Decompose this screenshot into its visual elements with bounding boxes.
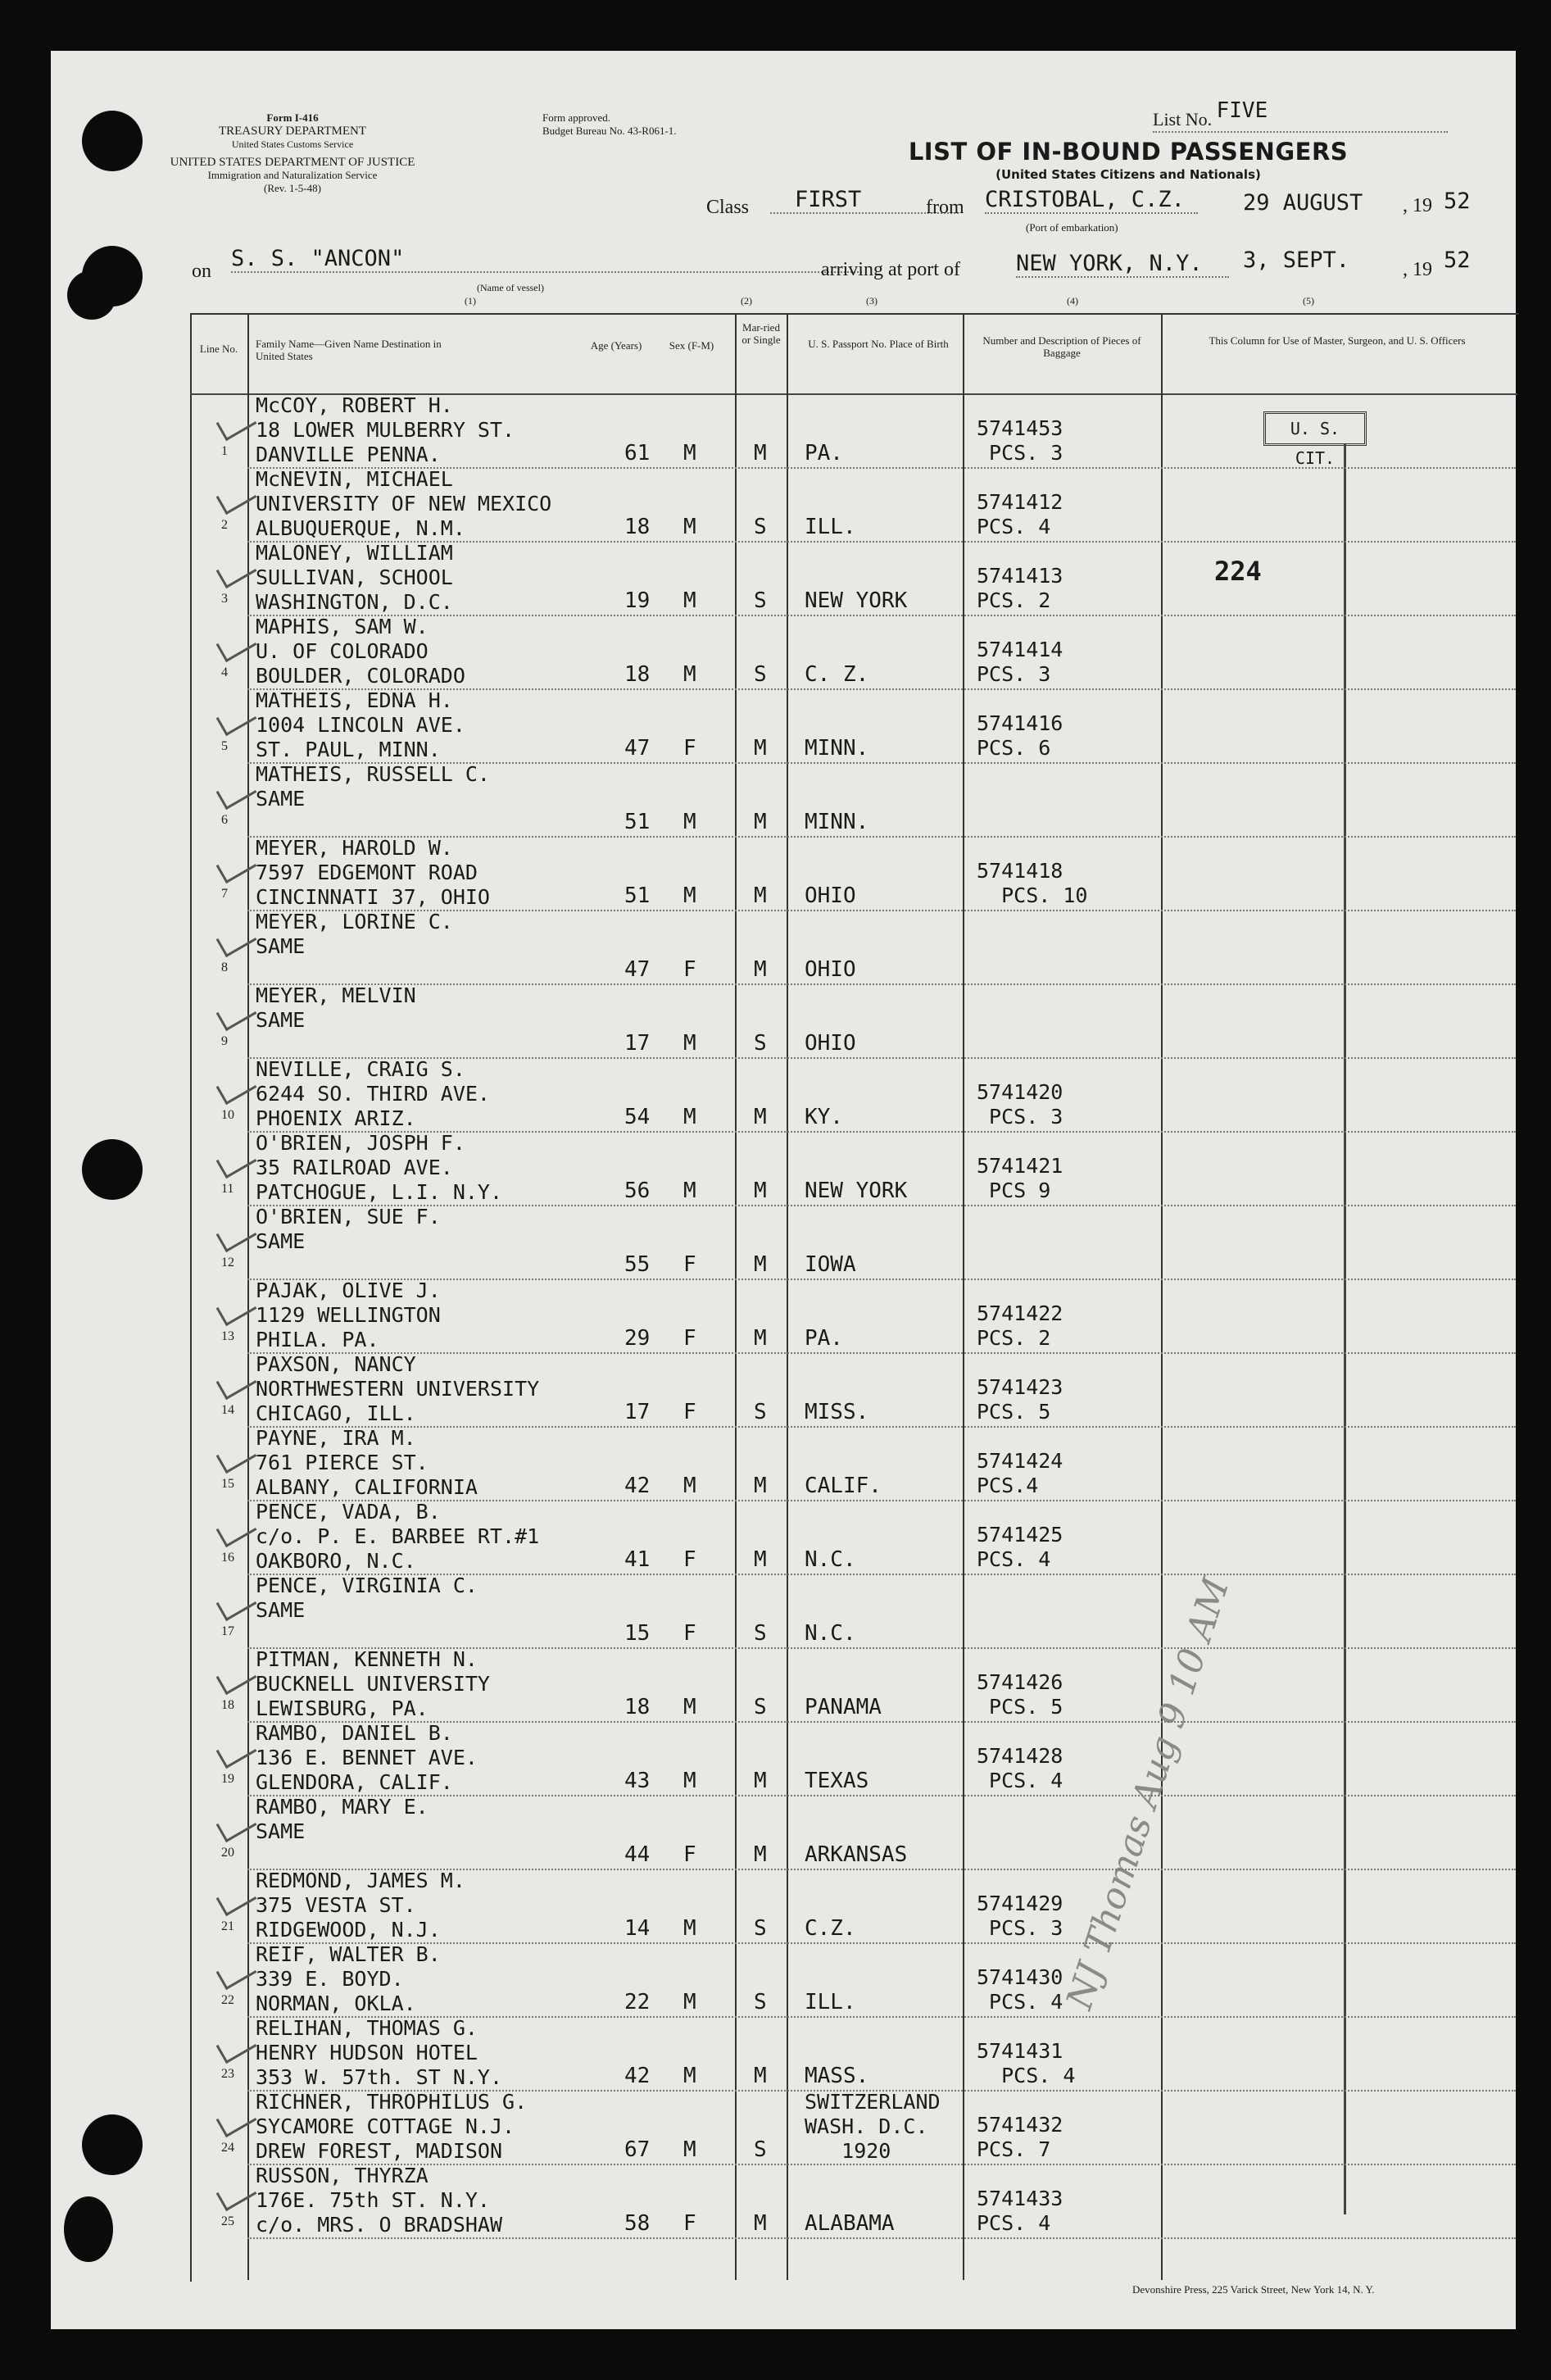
punch-hole-3	[67, 270, 116, 320]
married-single: S	[754, 1400, 767, 1424]
baggage: 5741413 PCS. 2	[977, 564, 1063, 612]
sex: M	[683, 1990, 696, 2014]
place-of-birth: NEW YORK	[805, 1179, 908, 1203]
married-single: S	[754, 662, 767, 687]
place-of-birth: ILL.	[805, 1990, 856, 2014]
tick-mark	[216, 479, 257, 515]
table-row	[51, 1575, 1516, 1649]
arrival-port: NEW YORK, N.Y.	[1016, 251, 1229, 278]
tick-mark	[216, 553, 257, 588]
place-of-birth: MINN.	[805, 810, 869, 834]
customs-service: United States Customs Service	[231, 139, 354, 150]
treasury-dept: TREASURY DEPARTMENT	[218, 125, 367, 138]
place-of-birth: SWITZERLAND WASH. D.C. 1920	[805, 2090, 941, 2163]
sex: M	[683, 2137, 696, 2162]
col-line-no: Line No.	[199, 343, 238, 355]
age: 61	[624, 441, 651, 466]
passenger-name-destination: MATHEIS, EDNA H. 1004 LINCOLN AVE. ST. PAUL, MINN.	[256, 688, 465, 761]
sex: F	[683, 1400, 696, 1424]
col-num-1: (1)	[465, 295, 476, 307]
line-number: 5	[221, 739, 228, 753]
sex: F	[683, 1326, 696, 1351]
passenger-name-destination: RAMBO, MARY E. SAME	[256, 1795, 429, 1843]
place-of-birth: N.C.	[805, 1621, 856, 1646]
passenger-name-destination: PAJAK, OLIVE J. 1129 WELLINGTON PHILA. PA.	[256, 1279, 441, 1351]
baggage: 5741432 PCS. 7	[977, 2113, 1063, 2161]
table-row	[51, 1796, 1516, 1870]
line-number: 4	[221, 665, 228, 679]
married-single: S	[754, 515, 767, 539]
baggage: 5741426 PCS. 5	[977, 1670, 1063, 1719]
approval-block	[542, 111, 780, 138]
table-row	[51, 1723, 1516, 1796]
tick-mark	[216, 1291, 257, 1326]
line-number: 3	[221, 592, 228, 606]
line-number: 15	[221, 1477, 234, 1491]
place-of-birth: PA.	[805, 441, 843, 466]
married-single: S	[754, 588, 767, 613]
us-citizen-stamp: U. S. CIT.	[1263, 411, 1367, 446]
from-value: CRISTOBAL, C.Z.	[985, 187, 1198, 214]
place-of-birth: ARKANSAS	[805, 1842, 908, 1867]
age: 18	[624, 1695, 651, 1719]
form-id-block	[178, 111, 407, 151]
passenger-name-destination: RICHNER, THROPHILUS G. SYCAMORE COTTAGE N.J. DREW FOREST, MADISON	[256, 2090, 528, 2163]
age: 18	[624, 515, 651, 539]
place-of-birth: OHIO	[805, 1031, 856, 1056]
passenger-name-destination: MALONEY, WILLIAM SULLIVAN, SCHOOL WASHINGTON, D.C.	[256, 541, 453, 614]
line-number: 10	[221, 1108, 234, 1122]
married-single: M	[754, 1842, 767, 1867]
line-number: 21	[221, 1919, 234, 1933]
married-single: S	[754, 1031, 767, 1056]
sex: M	[683, 2064, 696, 2088]
class-label: Class	[706, 197, 750, 218]
tick-mark	[216, 1143, 257, 1179]
col-num-2: (2)	[741, 295, 752, 307]
departure-date: 29 AUGUST	[1243, 190, 1363, 216]
table-row	[51, 911, 1516, 985]
tick-mark	[216, 1365, 257, 1400]
sex: M	[683, 1474, 696, 1498]
married-single: M	[754, 1326, 767, 1351]
tick-mark	[216, 1733, 257, 1769]
passenger-name-destination: McNEVIN, MICHAEL UNIVERSITY OF NEW MEXICO ALBUQUERQUE, N.M.	[256, 467, 552, 540]
baggage: 5741421 PCS 9	[977, 1154, 1063, 1202]
arrival-date: 3, SEPT.	[1243, 248, 1350, 273]
table-row	[51, 1206, 1516, 1280]
age: 51	[624, 883, 651, 908]
table-row	[51, 616, 1516, 690]
table-row	[51, 1501, 1516, 1575]
line-number: 16	[221, 1551, 234, 1565]
place-of-birth: MASS.	[805, 2064, 869, 2088]
printer-footer: Devonshire Press, 225 Varick Street, New York 14, N. Y.	[1132, 2283, 1375, 2296]
on-label: on	[192, 261, 211, 282]
list-no-value: FIVE	[1216, 98, 1268, 123]
age: 47	[624, 736, 651, 761]
arriving-label: arriving at port of	[821, 259, 960, 280]
from-label: from	[926, 197, 964, 218]
age: 51	[624, 810, 651, 834]
punch-hole-6	[64, 2196, 113, 2262]
baggage: 5741422 PCS. 2	[977, 1301, 1063, 1350]
line-number: 22	[221, 1993, 234, 2007]
place-of-birth: MISS.	[805, 1400, 869, 1424]
doj-title: UNITED STATES DEPARTMENT OF JUSTICE	[170, 156, 415, 169]
table-row	[51, 395, 1516, 469]
sex: M	[683, 810, 696, 834]
col-passport: U. S. Passport No. Place of Birth	[808, 338, 949, 350]
tick-mark	[216, 2176, 257, 2211]
married-single: S	[754, 1695, 767, 1719]
vessel-caption: (Name of vessel)	[477, 282, 544, 293]
passenger-name-destination: REDMOND, JAMES M. 375 VESTA ST. RIDGEWOOD, N.J.	[256, 1869, 465, 1942]
place-of-birth: OHIO	[805, 883, 856, 908]
sex: F	[683, 1621, 696, 1646]
tick-mark	[216, 848, 257, 883]
tick-mark	[216, 1070, 257, 1105]
age: 67	[624, 2137, 651, 2162]
place-of-birth: PANAMA	[805, 1695, 882, 1719]
married-single: M	[754, 441, 767, 466]
line-number: 24	[221, 2141, 234, 2155]
sex: M	[683, 515, 696, 539]
sex: M	[683, 1105, 696, 1129]
passenger-name-destination: O'BRIEN, SUE F. SAME	[256, 1205, 441, 1253]
place-of-birth: PA.	[805, 1326, 843, 1351]
sex: F	[683, 1842, 696, 1867]
age: 14	[624, 1916, 651, 1941]
age: 19	[624, 588, 651, 613]
age: 54	[624, 1105, 651, 1129]
sex: F	[683, 736, 696, 761]
baggage: 5741412 PCS. 4	[977, 490, 1063, 538]
passenger-name-destination: PENCE, VADA, B. c/o. P. E. BARBEE RT.#1 OAKBORO, N.C.	[256, 1500, 540, 1573]
age: 43	[624, 1769, 651, 1793]
baggage: 5741416 PCS. 6	[977, 711, 1063, 760]
age: 58	[624, 2211, 651, 2236]
place-of-birth: KY.	[805, 1105, 843, 1129]
line-number: 17	[221, 1624, 234, 1638]
baggage: 5741453 PCS. 3	[977, 416, 1063, 465]
col-age: Age (Years)	[590, 339, 642, 352]
sex: F	[683, 2211, 696, 2236]
married-single: M	[754, 736, 767, 761]
line-number: 1	[221, 444, 228, 458]
tick-mark	[216, 627, 257, 662]
passenger-name-destination: O'BRIEN, JOSPH F. 35 RAILROAD AVE. PATCHOGUE, L.I. N.Y.	[256, 1131, 503, 1204]
sex: M	[683, 1916, 696, 1941]
married-single: M	[754, 1769, 767, 1793]
tick-mark	[216, 1217, 257, 1252]
age: 41	[624, 1547, 651, 1572]
passenger-count: 224	[1214, 556, 1262, 587]
tick-mark	[216, 1807, 257, 1842]
passenger-name-destination: McCOY, ROBERT H. 18 LOWER MULBERRY ST. DANVILLE PENNA.	[256, 393, 515, 466]
table-row	[51, 1649, 1516, 1723]
married-single: S	[754, 1990, 767, 2014]
table-row	[51, 2018, 1516, 2092]
line-number: 2	[221, 518, 228, 532]
table-row	[51, 1944, 1516, 2018]
tick-mark	[216, 1512, 257, 1547]
port-embark-caption: (Port of embarkation)	[1026, 221, 1118, 234]
col-married: Mar-ried or Single	[741, 321, 781, 346]
tick-mark	[216, 2028, 257, 2064]
table-row	[51, 838, 1516, 911]
table-row	[51, 1870, 1516, 1944]
officer-signature: NJ Thomas Aug 9 10 AM	[1059, 1573, 1238, 2014]
line-number: 23	[221, 2067, 234, 2081]
married-single: M	[754, 1105, 767, 1129]
punch-hole-1	[82, 111, 143, 171]
sex: F	[683, 957, 696, 982]
baggage: 5741424 PCS.4	[977, 1449, 1063, 1497]
baggage: 5741430 PCS. 4	[977, 1965, 1063, 2014]
married-single: M	[754, 1179, 767, 1203]
table-row	[51, 985, 1516, 1059]
baggage: 5741423 PCS. 5	[977, 1375, 1063, 1424]
list-number	[1153, 98, 1448, 133]
line-number: 11	[221, 1182, 234, 1196]
tick-mark	[216, 1955, 257, 1990]
page-title: LIST OF IN-BOUND PASSENGERS	[908, 138, 1349, 166]
passenger-name-destination: MEYER, HAROLD W. 7597 EDGEMONT ROAD CINCINNATI 37, OHIO	[256, 836, 490, 909]
age: 55	[624, 1252, 651, 1277]
sex: M	[683, 883, 696, 908]
place-of-birth: C.Z.	[805, 1916, 856, 1941]
married-single: M	[754, 883, 767, 908]
passenger-name-destination: PAYNE, IRA M. 761 PIERCE ST. ALBANY, CALIFORNIA	[256, 1426, 478, 1499]
line-number: 7	[221, 887, 228, 901]
table-row	[51, 1280, 1516, 1354]
budget-bureau: Budget Bureau No. 43-R061-1.	[542, 125, 677, 137]
baggage: 5741420 PCS. 3	[977, 1080, 1063, 1129]
passenger-name-destination: RUSSON, THYRZA 176E. 75th ST. N.Y. c/o. MRS. O BRADSHAW	[256, 2164, 503, 2237]
col-baggage: Number and Description of Pieces of Baggage	[982, 334, 1141, 359]
sex: M	[683, 588, 696, 613]
passenger-name-destination: PAXSON, NANCY NORTHWESTERN UNIVERSITY CHICAGO, ILL.	[256, 1352, 540, 1425]
tick-mark	[216, 406, 257, 441]
line-number: 18	[221, 1698, 234, 1712]
sex: M	[683, 1769, 696, 1793]
vessel-name: S. S. "ANCON"	[231, 246, 862, 273]
sex: M	[683, 441, 696, 466]
line-number: 6	[221, 813, 228, 827]
passenger-name-destination: RAMBO, DANIEL B. 136 E. BENNET AVE. GLENDORA, CALIF.	[256, 1721, 478, 1794]
age: 17	[624, 1400, 651, 1424]
passenger-name-destination: PITMAN, KENNETH N. BUCKNELL UNIVERSITY LEWISBURG, PA.	[256, 1647, 490, 1720]
married-single: S	[754, 1621, 767, 1646]
line-number: 8	[221, 961, 228, 974]
table-row	[51, 2165, 1516, 2239]
baggage: 5741429 PCS. 3	[977, 1892, 1063, 1940]
sex: M	[683, 1031, 696, 1056]
age: 42	[624, 1474, 651, 1498]
line-number: 12	[221, 1256, 234, 1269]
passenger-name-destination: NEVILLE, CRAIG S. 6244 SO. THIRD AVE. PHOENIX ARIZ.	[256, 1057, 490, 1130]
place-of-birth: OHIO	[805, 957, 856, 982]
place-of-birth: C. Z.	[805, 662, 869, 687]
age: 47	[624, 957, 651, 982]
tick-mark	[216, 701, 257, 736]
col-officers: This Column for Use of Master, Surgeon, and U. S. Officers	[1209, 334, 1466, 347]
age: 22	[624, 1990, 651, 2014]
punch-hole-4	[82, 1139, 143, 1200]
line-number: 25	[221, 2214, 234, 2228]
table-row	[51, 2092, 1516, 2165]
col-sex: Sex (F-M)	[669, 339, 714, 352]
line-number: 9	[221, 1034, 228, 1048]
col-name: Family Name—Given Name Destination in United States	[256, 338, 442, 362]
table-row	[51, 1059, 1516, 1133]
age: 29	[624, 1326, 651, 1351]
departure-year: 52	[1444, 188, 1471, 214]
list-no-label: List No.	[1153, 109, 1213, 129]
line-number: 13	[221, 1329, 234, 1343]
passenger-name-destination: PENCE, VIRGINIA C. SAME	[256, 1574, 478, 1622]
tick-mark	[216, 1660, 257, 1695]
passenger-name-destination: MEYER, MELVIN SAME	[256, 983, 416, 1032]
married-single: M	[754, 1474, 767, 1498]
document-sheet	[51, 51, 1516, 2329]
table-row	[51, 469, 1516, 543]
tick-mark	[216, 774, 257, 810]
baggage: 5741414 PCS. 3	[977, 638, 1063, 686]
table-row	[51, 690, 1516, 764]
place-of-birth: CALIF.	[805, 1474, 882, 1498]
col-num-3: (3)	[866, 295, 878, 307]
sex: M	[683, 1695, 696, 1719]
passenger-name-destination: MATHEIS, RUSSELL C. SAME	[256, 762, 490, 811]
passenger-name-destination: RELIHAN, THOMAS G. HENRY HUDSON HOTEL 353 W. 57th. ST N.Y.	[256, 2016, 503, 2089]
married-single: M	[754, 1252, 767, 1277]
baggage: 5741431 PCS. 4	[977, 2039, 1076, 2087]
age: 42	[624, 2064, 651, 2088]
married-single: S	[754, 2137, 767, 2162]
married-single: M	[754, 2064, 767, 2088]
passenger-name-destination: MAPHIS, SAM W. U. OF COLORADO BOULDER, COLORADO	[256, 615, 465, 688]
place-of-birth: ALABAMA	[805, 2211, 895, 2236]
married-single: M	[754, 2211, 767, 2236]
place-of-birth: MINN.	[805, 736, 869, 761]
tick-mark	[216, 922, 257, 957]
place-of-birth: IOWA	[805, 1252, 856, 1277]
table-row	[51, 543, 1516, 616]
form-approved: Form approved.	[542, 111, 611, 124]
row-rule	[247, 2237, 1516, 2239]
col-num-4: (4)	[1067, 295, 1078, 307]
married-single: M	[754, 957, 767, 982]
arrival-year: 52	[1444, 248, 1471, 273]
baggage: 5741433 PCS. 4	[977, 2187, 1063, 2235]
ins-title: Immigration and Naturalization Service	[207, 169, 378, 181]
table-row	[51, 1133, 1516, 1206]
baggage: 5741425 PCS. 4	[977, 1523, 1063, 1571]
line-number: 14	[221, 1403, 234, 1417]
tick-mark	[216, 1881, 257, 1916]
baggage: 5741428 PCS. 4	[977, 1744, 1063, 1792]
departure-year-prefix: , 19	[1403, 195, 1432, 216]
tick-mark	[216, 996, 257, 1031]
table-row	[51, 1354, 1516, 1428]
table-row	[51, 764, 1516, 838]
revision: (Rev. 1-5-48)	[264, 182, 321, 194]
line-number: 19	[221, 1772, 234, 1786]
punch-hole-5	[82, 2114, 143, 2175]
place-of-birth: TEXAS	[805, 1769, 869, 1793]
line-number: 20	[221, 1846, 234, 1860]
sex: F	[683, 1547, 696, 1572]
tick-mark	[216, 1438, 257, 1474]
age: 44	[624, 1842, 651, 1867]
place-of-birth: ILL.	[805, 515, 856, 539]
page-subtitle: (United States Citizens and Nationals)	[995, 167, 1261, 182]
married-single: M	[754, 1547, 767, 1572]
age: 17	[624, 1031, 651, 1056]
place-of-birth: NEW YORK	[805, 588, 908, 613]
married-single: M	[754, 810, 767, 834]
passenger-name-destination: REIF, WALTER B. 339 E. BOYD. NORMAN, OKLA.	[256, 1942, 441, 2015]
baggage: 5741418 PCS. 10	[977, 859, 1088, 907]
place-of-birth: N.C.	[805, 1547, 856, 1572]
age: 18	[624, 662, 651, 687]
col-num-5: (5)	[1303, 295, 1314, 307]
age: 56	[624, 1179, 651, 1203]
sex: M	[683, 1179, 696, 1203]
class-value: FIRST	[770, 187, 959, 214]
married-single: S	[754, 1916, 767, 1941]
tick-mark	[216, 2102, 257, 2137]
sex: F	[683, 1252, 696, 1277]
doj-block	[145, 156, 440, 195]
sex: M	[683, 662, 696, 687]
arrival-year-prefix: , 19	[1403, 259, 1432, 280]
table-row	[51, 1428, 1516, 1501]
form-number: Form I-416	[266, 111, 319, 124]
passenger-name-destination: MEYER, LORINE C. SAME	[256, 910, 453, 958]
tick-mark	[216, 1586, 257, 1621]
age: 15	[624, 1621, 651, 1646]
